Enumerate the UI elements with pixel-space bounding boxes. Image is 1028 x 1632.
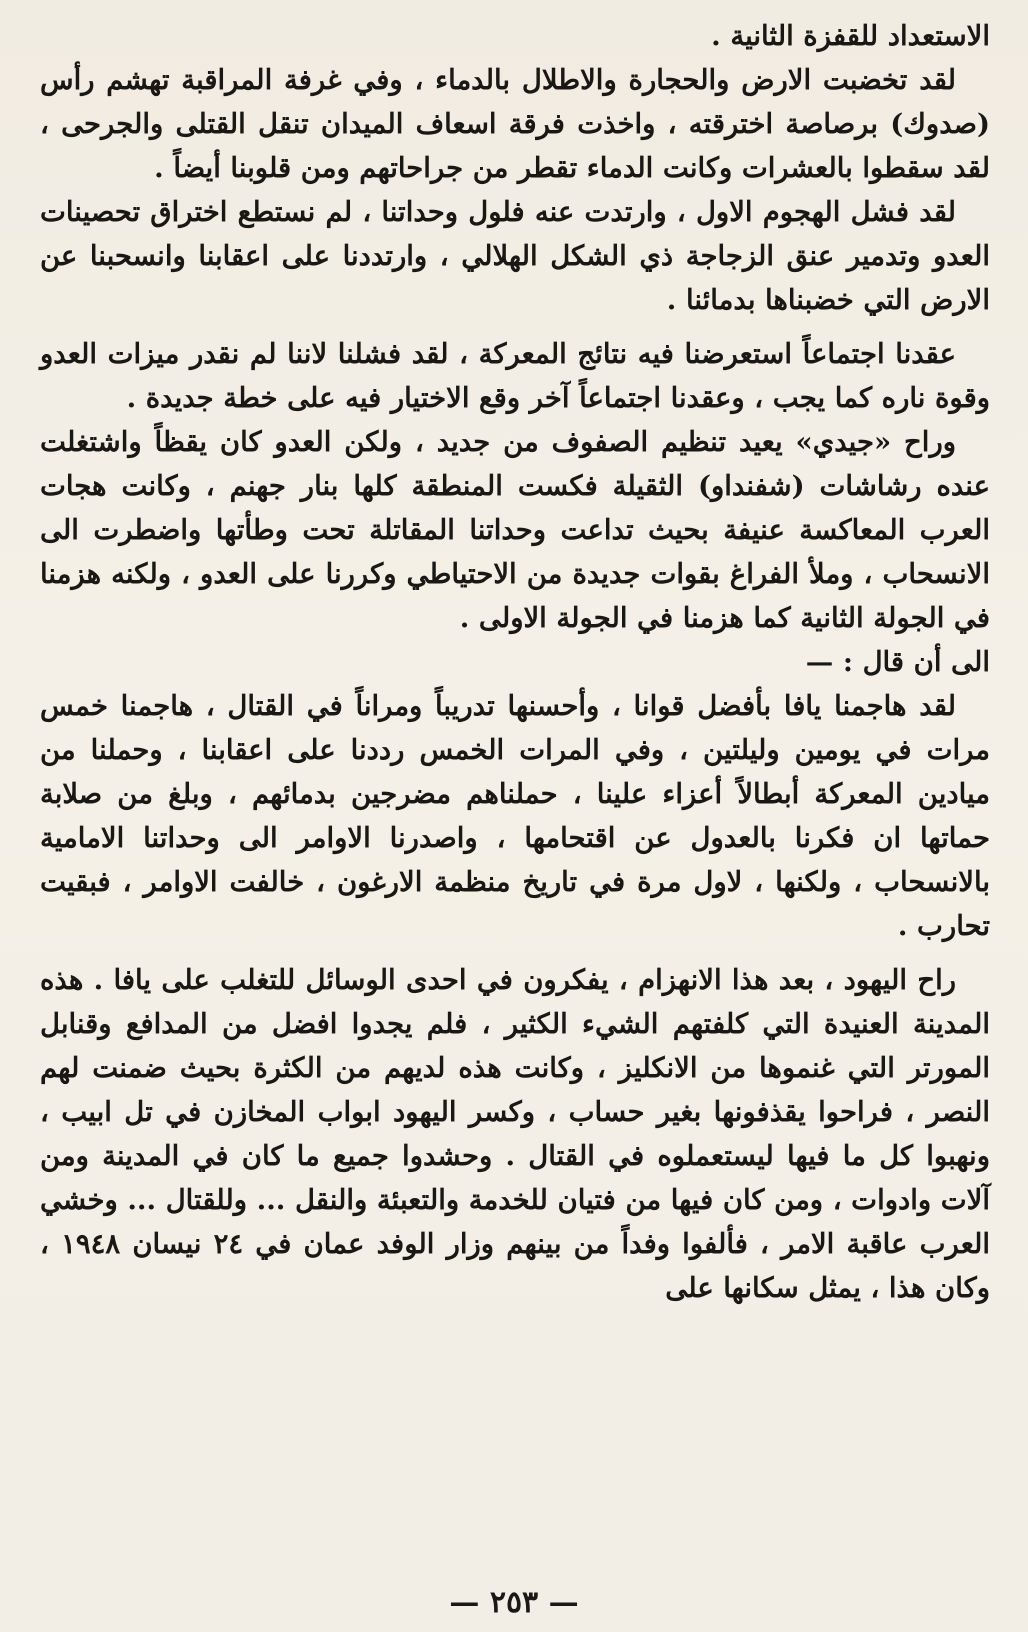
paragraph-7: راح اليهود ، بعد هذا الانهزام ، يفكرون في احدى الوسائل للتغلب على يافا . هذه المدينة العنيدة التي كلفتهم الشيء الكثير ، فلم يجدوا افضل من المدافع وقنابل المورتر التي غنموها من الانكليز ، وكانت هذه لديهم من الكثرة بحيث ضمنت لهم النصر ، فراحوا يقذفونها بغير حساب ، وكسر اليهود ابواب المخازن في تل ابيب ، ونهبوا كل ما فيها ليستعملوه في القتال . وحشدوا جميع ما كان في المدينة ومن آلات وادوات ، ومن كان فيها من فتيان للخدمة والتعبئة والنقل ... وللقتال ... وخشي العرب عاقبة الامر ، فألفوا وفداً من بينهم وزار الوفد عمان في ٢٤ نيسان ١٩٤٨ ، وكان هذا ، يمثل سكانها على	[40, 964, 990, 1304]
paragraph-2: لقد فشل الهجوم الاول ، وارتدت عنه فلول وحداتنا ، لم نستطع اختراق تحصينات العدو وتدمير عنق الزجاجة ذي الشكل الهلالي ، وارتددنا على اعقابنا وانسحبنا عن الارض التي خضبناها بدمائنا .	[40, 196, 990, 316]
paragraph-5: الى أن قال : —	[805, 646, 990, 678]
paragraph-4: وراح «جيدي» يعيد تنظيم الصفوف من جديد ، ولكن العدو كان يقظاً واشتغلت عنده رشاشات (شفنداو) الثقيلة فكست المنطقة كلها بنار جهنم ، وكانت هجات العرب المعاكسة عنيفة بحيث تداعت وحداتنا المقاتلة تحت وطأتها واضطرت الى الانسحاب ، وملأ الفراغ بقوات جديدة من الاحتياطي وكررنا على العدو ، ولكنه هزمنا في الجولة الثانية كما هزمنا في الجولة الاولى .	[40, 426, 990, 634]
paragraph-3: عقدنا اجتماعاً استعرضنا فيه نتائج المعركة ، لقد فشلنا لاننا لم نقدر ميزات العدو وقوة ناره كما يجب ، وعقدنا اجتماعاً آخر وقع الاختيار فيه على خطة جديدة .	[40, 338, 990, 414]
page-number: — ٢٥٣ —	[449, 1585, 579, 1620]
paragraph-1: لقد تخضبت الارض والحجارة والاطلال بالدماء ، وفي غرفة المراقبة تهشم رأس (صدوك) برصاصة اخترقته ، واخذت فرقة اسعاف الميدان تنقل القتلى والجرحى ، لقد سقطوا بالعشرات وكانت الدماء تقطر من جراحاتهم ومن قلوبنا أيضاً .	[40, 64, 990, 184]
section-heading: الاستعداد للقفزة الثانية .	[711, 20, 990, 52]
paragraph-6: لقد هاجمنا يافا بأفضل قوانا ، وأحسنها تدريباً ومراناً في القتال ، هاجمنا خمس مرات في يومين وليلتين ، وفي المرات الخمس رددنا على اعقابنا ، وحملنا من ميادين المعركة أبطالاً أعزاء علينا ، حملناهم مضرجين بدمائهم ، وبلغ من صلابة حماتها ان فكرنا بالعدول عن اقتحامها ، واصدرنا الاوامر الى وحداتنا الامامية بالانسحاب ، ولكنها ، لاول مرة في تاريخ منظمة الارغون ، خالفت الاوامر ، فبقيت تحارب .	[40, 690, 990, 942]
